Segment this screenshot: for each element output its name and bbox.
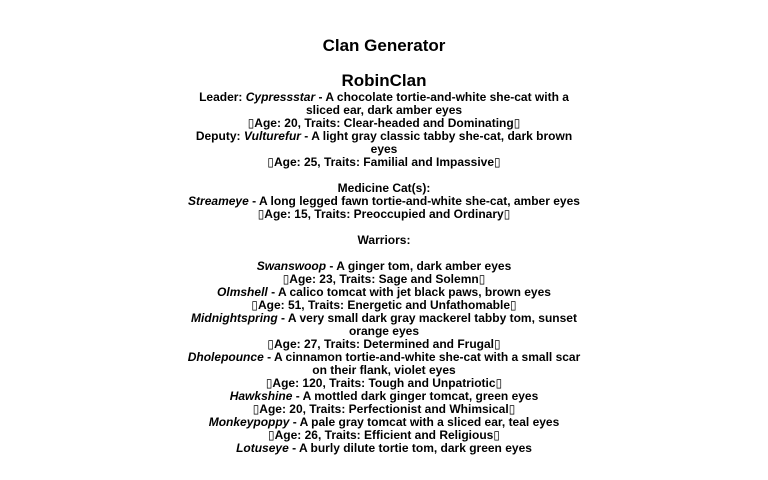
cat-name: Dholepounce (187, 350, 264, 364)
cat-description: - A pale gray tomcat with a sliced ear, teal eyes (289, 415, 560, 429)
page-title: Clan Generator (322, 36, 446, 55)
clan-generator-page (183, 36, 585, 455)
cat-name: Swanswoop (256, 259, 327, 273)
cat-stats: ▯Age: 120, Traits: Tough and Unpatriotic▯ (265, 376, 503, 390)
cat-name: Streameye (188, 194, 249, 208)
warriors-list (183, 260, 585, 455)
leader-entry (183, 91, 585, 130)
deputy-role-label: Deputy: (195, 129, 244, 143)
cat-stats: ▯Age: 15, Traits: Preoccupied and Ordinary▯ (257, 207, 511, 221)
cat-stats: ▯Age: 23, Traits: Sage and Solemn▯ (282, 272, 486, 286)
cat-description-line (183, 442, 585, 455)
deputy-description-line (183, 130, 585, 156)
cat-description: - A calico tomcat with jet black paws, brown eyes (267, 285, 551, 299)
warrior-entry (183, 442, 585, 455)
cat-description: - A long legged fawn tortie-and-white she-cat, amber eyes (248, 194, 580, 208)
cat-description: - A cinnamon tortie-and-white she-cat with a small scar on their flank, violet eyes (263, 350, 581, 377)
cat-description-line (183, 312, 585, 338)
warriors-heading: Warriors: (357, 233, 411, 247)
cat-name: Cypressstar (245, 90, 316, 104)
cat-stats: ▯Age: 25, Traits: Familial and Impassive▯ (267, 155, 501, 169)
warrior-entry (183, 390, 585, 416)
cat-description: - A burly dilute tortie tom, dark green eyes (288, 441, 532, 455)
deputy-entry (183, 130, 585, 169)
medicine-cat-entry (183, 195, 585, 221)
cat-stats: ▯Age: 20, Traits: Perfectionist and Whimsical▯ (252, 402, 516, 416)
leader-role-label: Leader: (199, 90, 246, 104)
cat-description: - A chocolate tortie-and-white she-cat with a sliced ear, dark amber eyes (305, 90, 569, 117)
cat-name: Olmshell (217, 285, 268, 299)
cat-name: Monkeypoppy (208, 415, 290, 429)
cat-description: - A ginger tom, dark amber eyes (326, 259, 512, 273)
cat-name: Vulturefur (243, 129, 301, 143)
cat-stats: ▯Age: 27, Traits: Determined and Frugal▯ (267, 337, 501, 351)
cat-description: - A very small dark gray mackerel tabby tom, sunset orange eyes (277, 311, 577, 338)
cat-description-line (183, 351, 585, 377)
cat-description: - A mottled dark ginger tomcat, green eyes (292, 389, 539, 403)
warrior-entry (183, 286, 585, 312)
warrior-entry (183, 312, 585, 351)
warrior-entry (183, 416, 585, 442)
cat-stats: ▯Age: 20, Traits: Clear-headed and Dominating▯ (247, 116, 521, 130)
warrior-entry (183, 351, 585, 390)
medicine-cats-heading: Medicine Cat(s): (337, 181, 431, 195)
warrior-entry (183, 260, 585, 286)
cat-stats: ▯Age: 26, Traits: Efficient and Religious▯ (268, 428, 500, 442)
cat-name: Hawkshine (229, 389, 293, 403)
cat-name: Midnightspring (191, 311, 278, 325)
cat-stats: ▯Age: 51, Traits: Energetic and Unfathomable▯ (251, 298, 517, 312)
cat-name: Lotuseye (236, 441, 289, 455)
clan-name-heading: RobinClan (341, 71, 427, 90)
cat-description: - A light gray classic tabby she-cat, dark brown eyes (300, 129, 573, 156)
leader-description-line (183, 91, 585, 117)
